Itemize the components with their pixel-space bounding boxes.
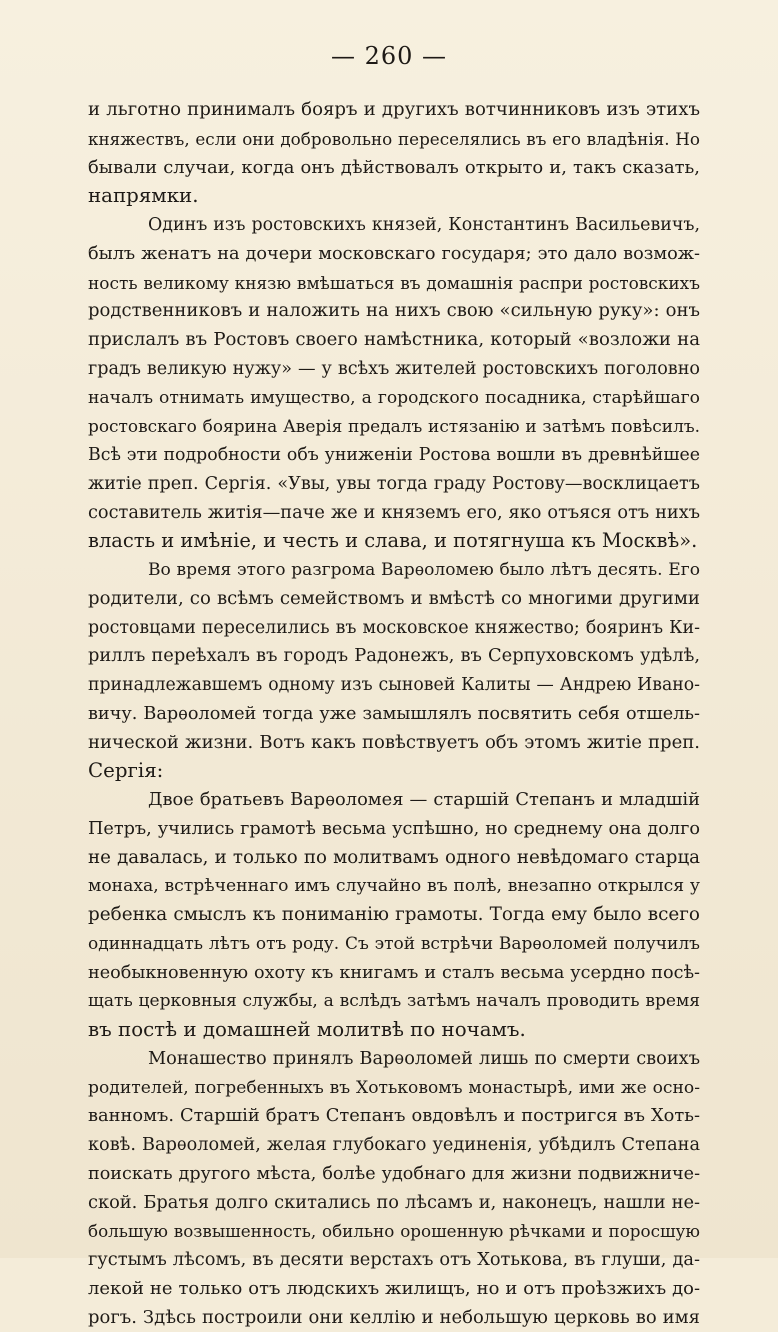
text-line: Всѣ эти подробности объ униженіи Ростова вошли въ древнѣйшее <box>88 441 700 470</box>
text-line: княжествъ, если они добровольно переселялись въ его владѣнія. Но <box>88 125 700 154</box>
text-line: большую возвышенность, обильно орошенную рѣчками и поросшую <box>88 1217 700 1246</box>
text-line: прислалъ въ Ростовъ своего намѣстника, который «возложи на <box>88 326 700 355</box>
text-line: ковѣ. Варѳоломей, желая глубокаго уединенія, убѣдилъ Степана <box>88 1131 700 1160</box>
text-line: ростовцами переселились въ московское княжество; бояринъ Ки- <box>88 614 700 643</box>
text-line: бывали случаи, когда онъ дѣйствовалъ открыто и, такъ сказать, <box>88 154 700 183</box>
text-line: родителей, погребенныхъ въ Хотьковомъ монастырѣ, ими же осно- <box>88 1074 700 1103</box>
text-line: принадлежавшемъ одному изъ сыновей Калиты — Андрею Ивано- <box>88 671 700 700</box>
text-line: лекой не только отъ людскихъ жилищъ, но и отъ проѣзжихъ до- <box>88 1275 700 1304</box>
text-line: рогъ. Здѣсь построили они келлію и небольшую церковь во имя <box>88 1304 700 1332</box>
text-line: монаха, встрѣченнаго имъ случайно въ полѣ, внезапно открылся у <box>88 872 700 901</box>
text-line: родственниковъ и наложить на нихъ свою «сильную руку»: онъ <box>88 297 700 326</box>
text-line: Двое братьевъ Варѳоломея — старшій Степанъ и младшій <box>88 786 700 815</box>
text-line: напрямки. <box>88 182 700 211</box>
text-line: началъ отнимать имущество, а городского посадника, старѣйшаго <box>88 384 700 413</box>
text-line: ской. Братья долго скитались по лѣсамъ и, наконецъ, нашли не- <box>88 1189 700 1218</box>
text-line: былъ женатъ на дочери московскаго государя; это дало возмож- <box>88 240 700 269</box>
text-line: риллъ переѣхалъ въ городъ Радонежъ, въ Серпуховскомъ удѣлѣ, <box>88 642 700 671</box>
text-line: не давалась, и только по молитвамъ одного невѣдомаго старца <box>88 844 700 873</box>
text-line: Монашество принялъ Варѳоломей лишь по смерти своихъ <box>88 1045 700 1074</box>
text-line: вичу. Варѳоломей тогда уже замышлялъ посвятить себя отшель- <box>88 700 700 729</box>
text-line: Петръ, учились грамотѣ весьма успѣшно, но среднему она долго <box>88 815 700 844</box>
text-line: одиннадцать лѣтъ отъ роду. Съ этой встрѣчи Варѳоломей получилъ <box>88 930 700 959</box>
text-line: власть и имѣніе, и честь и слава, и потягнуша къ Москвѣ». <box>88 527 700 556</box>
text-line: необыкновенную охоту къ книгамъ и сталъ весьма усердно посѣ- <box>88 959 700 988</box>
text-line: Одинъ изъ ростовскихъ князей, Константинъ Васильевичъ, <box>88 211 700 240</box>
text-line: и льготно принималъ бояръ и другихъ вотчинниковъ изъ этихъ <box>88 96 700 125</box>
text-line: Сергія: <box>88 757 700 786</box>
text-line: нической жизни. Вотъ какъ повѣствуетъ объ этомъ житіе преп. <box>88 729 700 758</box>
text-line: поискать другого мѣста, болѣе удобнаго для жизни подвижниче- <box>88 1160 700 1189</box>
text-line: щать церковныя службы, а вслѣдъ затѣмъ началъ проводить время <box>88 987 700 1016</box>
page-number: — 260 — <box>0 42 778 70</box>
text-line: градъ великую нужу» — у всѣхъ жителей ростовскихъ поголовно <box>88 355 700 384</box>
text-line: густымъ лѣсомъ, въ десяти верстахъ отъ Хотькова, въ глуши, да- <box>88 1246 700 1275</box>
text-line: родители, со всѣмъ семействомъ и вмѣстѣ со многими другими <box>88 585 700 614</box>
text-line: ванномъ. Старшій братъ Степанъ овдовѣлъ и постригся въ Хоть- <box>88 1102 700 1131</box>
text-line: ростовскаго боярина Аверія предалъ истязанію и затѣмъ повѣсилъ. <box>88 412 700 441</box>
text-line: ность великому князю вмѣшаться въ домашнія распри ростовскихъ <box>88 269 700 298</box>
body-text <box>88 96 700 1332</box>
text-line: составитель житія—паче же и княземъ его, яко отъяся отъ нихъ <box>88 499 700 528</box>
text-line: въ постѣ и домашней молитвѣ по ночамъ. <box>88 1016 700 1045</box>
text-line: житіе преп. Сергія. «Увы, увы тогда граду Ростову—восклицаетъ <box>88 470 700 499</box>
text-line: ребенка смыслъ къ пониманію грамоты. Тогда ему было всего <box>88 901 700 930</box>
text-line: Во время этого разгрома Варѳоломею было лѣтъ десять. Его <box>88 556 700 585</box>
